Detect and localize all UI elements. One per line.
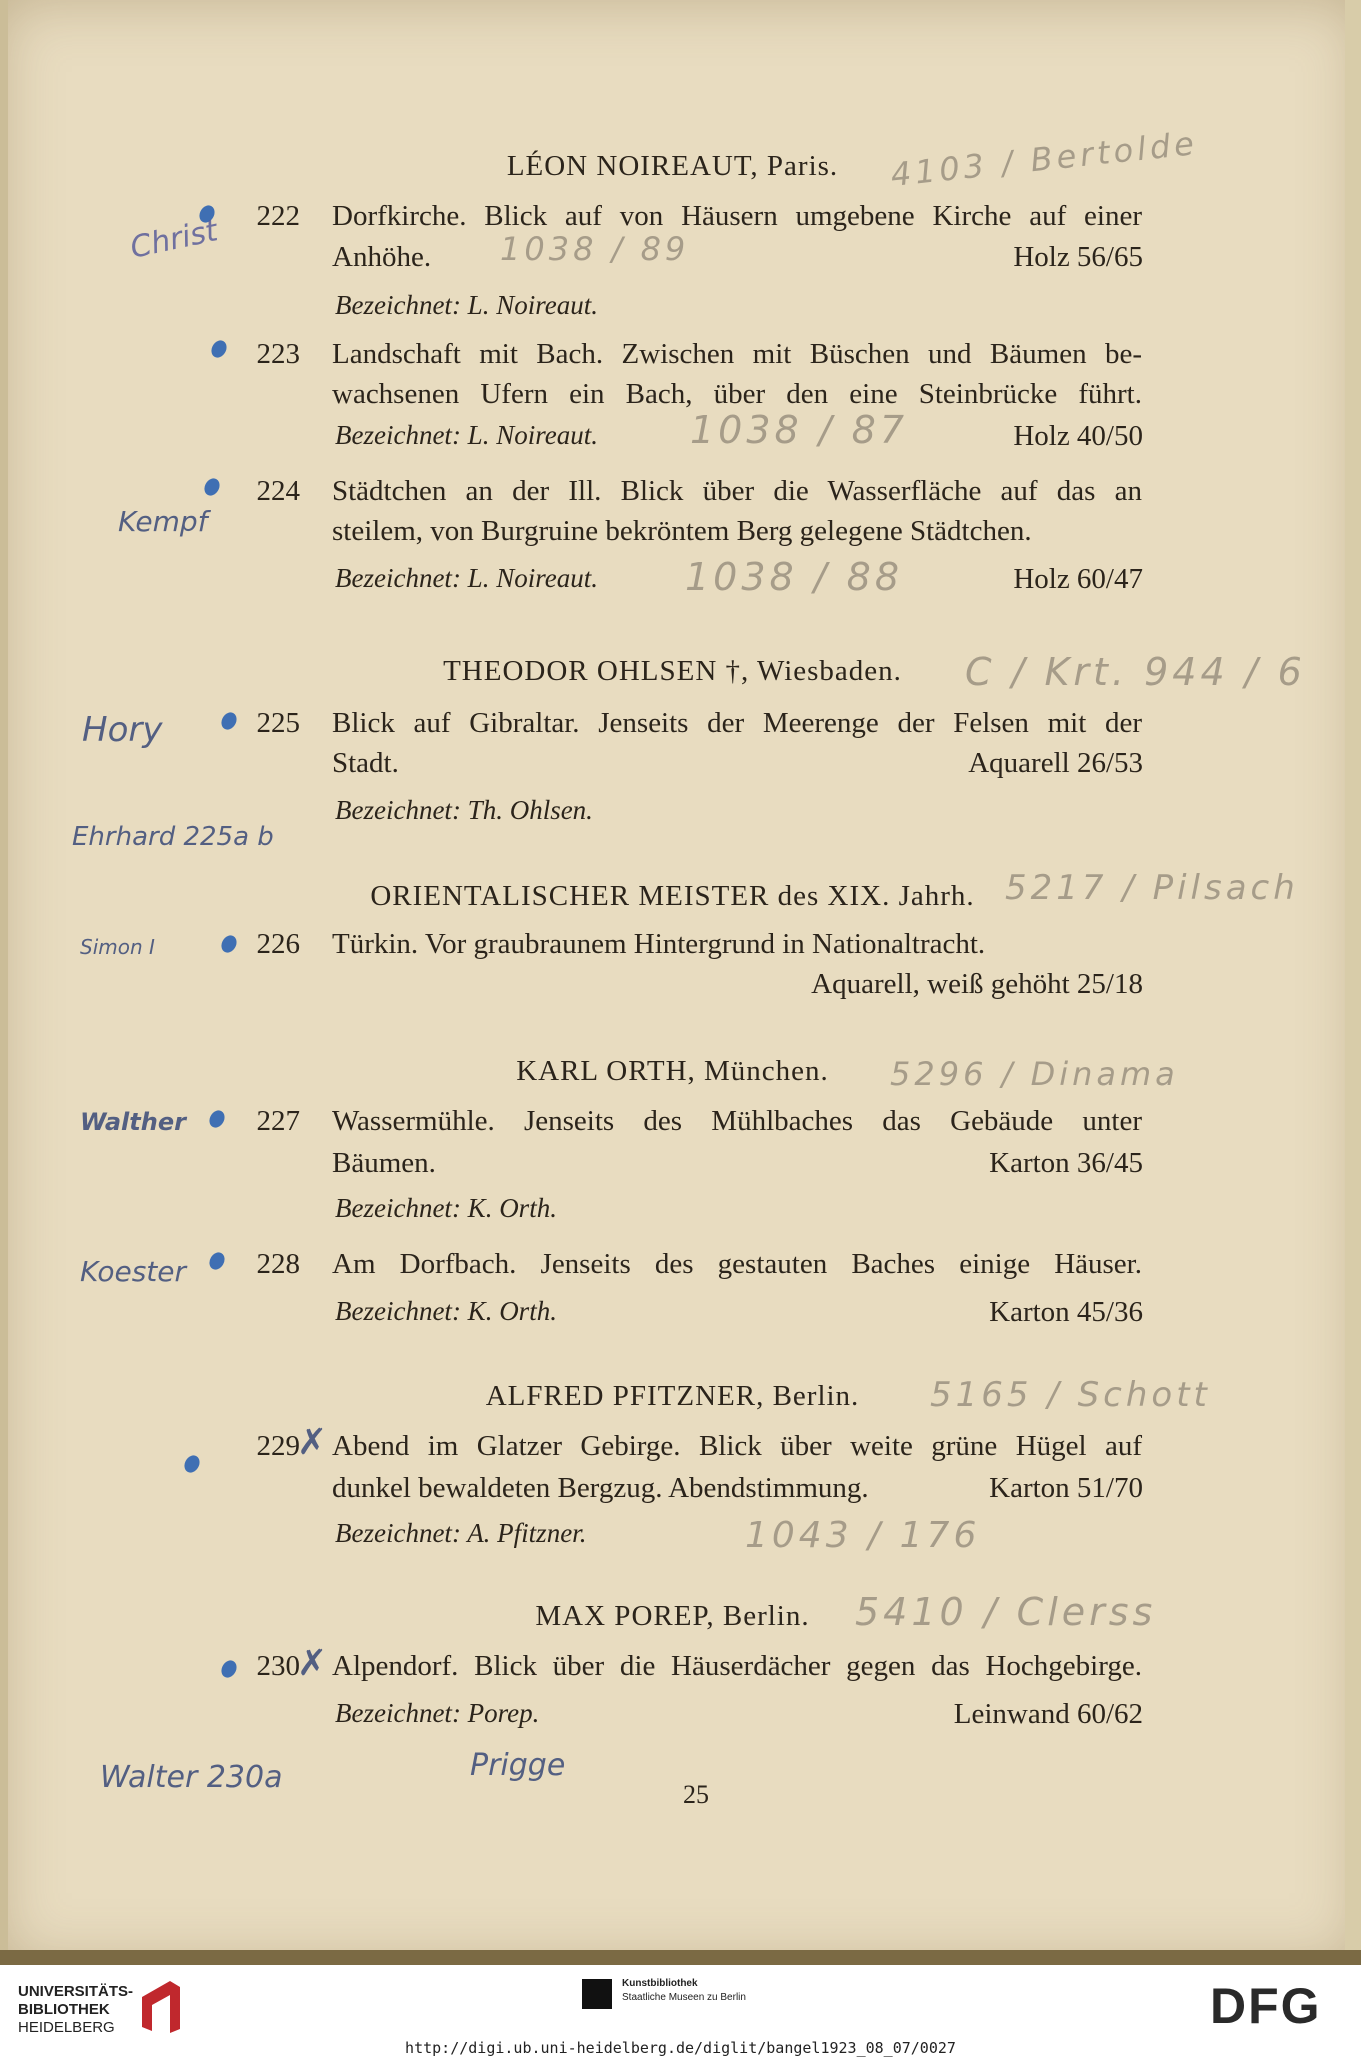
pencil-note: 5217 / Pilsach [1005, 868, 1299, 908]
signature-note: Bezeichnet: K. Orth. [335, 1193, 557, 1223]
lot-number: 227 [256, 1105, 300, 1137]
handwritten-buyer-note: Christ [127, 213, 221, 266]
kunstbibliothek-subtitle: Staatliche Museen zu Berlin [622, 1992, 746, 2003]
handwritten-buyer-note: Kempf [118, 505, 208, 538]
lot-number: 228 [256, 1248, 300, 1280]
lot-number: 223 [256, 338, 300, 370]
signature-note: Bezeichnet: L. Noireaut. [335, 563, 598, 593]
medium-dimensions: Karton 36/45 [989, 1147, 1143, 1179]
handwritten-cross-mark: ✗ [297, 1422, 328, 1463]
handwritten-buyer-note: Prigge [470, 1748, 566, 1783]
artist-heading: LÉON NOIREAUT, Paris. [506, 150, 839, 182]
entry-text-line: Türkin. Vor graubraunem Hintergrund in Nationaltracht. [332, 928, 986, 960]
signature-note: Bezeichnet: Th. Ohlsen. [335, 795, 593, 825]
entry-text-line: Dorfkirche. Blick auf von Häusern umgebene Kirche auf einer [332, 200, 1142, 232]
artist-heading: MAX POREP, Berlin. [535, 1600, 810, 1632]
entry-text-line: Landschaft mit Bach. Zwischen mit Büschen und Bäumen be- [332, 338, 1142, 370]
library-name-line: BIBLIOTHEK [18, 2001, 110, 2018]
artist-heading: ALFRED PFITZNER, Berlin. [485, 1380, 860, 1412]
entry-text-line: Alpendorf. Blick über die Häuserdächer gegen das Hochgebirge. [332, 1650, 1142, 1682]
entry-text-line: Am Dorfbach. Jenseits des gestauten Baches einige Häuser. [332, 1248, 1142, 1280]
pencil-note: 5165 / Schott [930, 1375, 1211, 1415]
library-name-line: HEIDELBERG [18, 2019, 115, 2036]
page-edge-left [0, 0, 8, 1965]
medium-dimensions: Aquarell 26/53 [968, 747, 1143, 779]
handwritten-buyer-note: Ehrhard 225a b [72, 822, 274, 852]
artist-heading: THEODOR OHLSEN †, Wiesbaden. [443, 655, 902, 687]
pencil-note: 1038 / 89 [500, 230, 690, 268]
medium-dimensions: Leinwand 60/62 [953, 1698, 1143, 1730]
medium-dimensions: Karton 45/36 [989, 1296, 1143, 1328]
signature-note: Bezeichnet: K. Orth. [335, 1296, 557, 1326]
dfg-logo: DFG [1210, 1978, 1322, 2034]
university-library-logo [18, 1983, 133, 2037]
pencil-note: 4103 / Bertolde [888, 123, 1200, 195]
lot-number: 226 [256, 928, 300, 960]
medium-dimensions: Holz 40/50 [1013, 420, 1143, 452]
entry-text-line: Wassermühle. Jenseits des Mühlbaches das Gebäude unter [332, 1105, 1142, 1137]
pencil-note: C / Krt. 944 / 6 [965, 650, 1306, 694]
handwritten-buyer-note: Koester [80, 1255, 187, 1288]
lot-number: 222 [256, 200, 300, 232]
handwritten-buyer-note: Walter 230a [100, 1760, 283, 1795]
pencil-note: 1038 / 87 [690, 408, 909, 452]
entry-text-line: Blick auf Gibraltar. Jenseits der Meerenge der Felsen mit der [332, 707, 1142, 739]
source-url-link[interactable]: http://digi.ub.uni-heidelberg.de/diglit/bangel1923_08_07/0027 [405, 2039, 956, 2057]
page-edge-bottom [0, 1950, 1361, 1965]
kunstbibliothek-label [622, 1977, 746, 2005]
lot-number: 230 [256, 1650, 300, 1682]
page-edge-right [1345, 0, 1361, 1965]
university-library-icon [140, 1977, 184, 2033]
entry-text-line: Stadt. [332, 747, 399, 779]
signature-note: Bezeichnet: L. Noireaut. [335, 290, 598, 320]
entry-text-line: wachsenen Ufern ein Bach, über den eine Steinbrücke führt. [332, 378, 1142, 410]
medium-dimensions: Aquarell, weiß gehöht 25/18 [811, 968, 1143, 1000]
pencil-note: 5410 / Clerss [855, 1590, 1157, 1634]
kunstbibliothek-name: Kunstbibliothek [622, 1978, 698, 1989]
lot-number: 225 [256, 707, 300, 739]
medium-dimensions: Holz 56/65 [1013, 241, 1143, 273]
pencil-note: 1038 / 88 [685, 555, 904, 599]
medium-dimensions: Karton 51/70 [989, 1472, 1143, 1504]
entry-text-line: steilem, von Burgruine bekröntem Berg gelegene Städtchen. [332, 515, 1032, 547]
digitization-footer [0, 1965, 1361, 2063]
signature-note: Bezeichnet: Porep. [335, 1698, 540, 1728]
handwritten-cross-mark: ✗ [297, 1643, 328, 1684]
page-number: 25 [683, 1780, 709, 1809]
handwritten-buyer-note: Simon I [80, 935, 155, 959]
blue-check-mark [181, 1453, 202, 1476]
entry-text-line: Abend im Glatzer Gebirge. Blick über weite grüne Hügel auf [332, 1430, 1142, 1462]
signature-note: Bezeichnet: A. Pfitzner. [335, 1518, 587, 1548]
lot-number: 224 [256, 475, 300, 507]
kunstbibliothek-icon [582, 1979, 612, 2009]
entry-text-line: dunkel bewaldeten Bergzug. Abendstimmung. [332, 1472, 869, 1504]
entry-text-line: Städtchen an der Ill. Blick über die Wasserfläche auf das an [332, 475, 1142, 507]
handwritten-buyer-note: Walther [80, 1108, 186, 1136]
entry-text-line: Bäumen. [332, 1147, 436, 1179]
artist-heading: ORIENTALISCHER MEISTER des XIX. Jahrh. [370, 880, 975, 912]
blue-check-mark [201, 476, 222, 499]
pencil-note: 5296 / Dinama [890, 1055, 1179, 1093]
handwritten-buyer-note: Hory [82, 710, 163, 750]
pencil-note: 1043 / 176 [745, 1515, 981, 1556]
artist-heading: KARL ORTH, München. [516, 1055, 829, 1087]
entry-text-line: Anhöhe. [332, 241, 432, 273]
medium-dimensions: Holz 60/47 [1013, 563, 1143, 595]
library-name-line: UNIVERSITÄTS- [18, 1983, 134, 2000]
lot-number: 229 [256, 1430, 300, 1462]
signature-note: Bezeichnet: L. Noireaut. [335, 420, 598, 450]
